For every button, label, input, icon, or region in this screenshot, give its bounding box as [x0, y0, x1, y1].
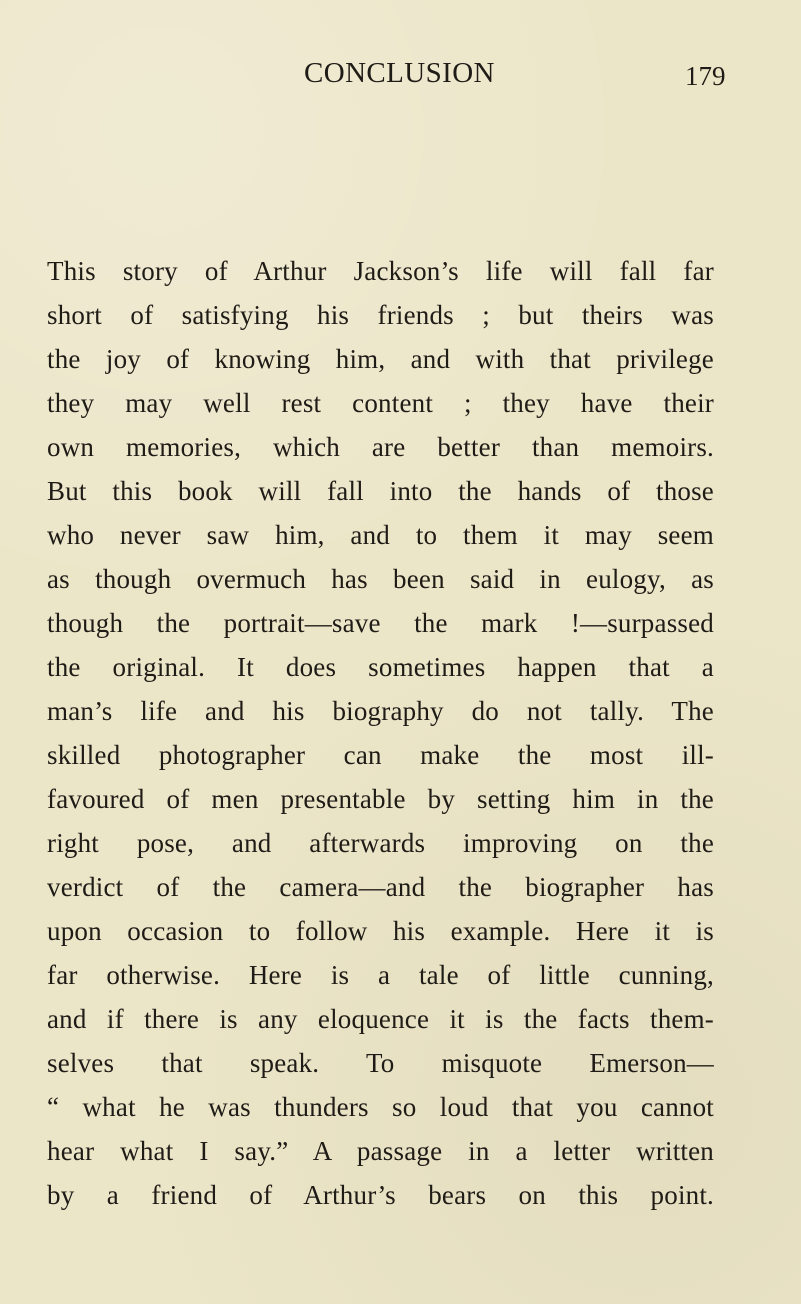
text-line: “ what he was thunders so loud that you cannot: [47, 1092, 714, 1122]
text-line: selves that speak. To misquote Emerson—: [47, 1048, 714, 1078]
text-line: skilled photographer can make the most ill-: [47, 740, 714, 770]
text-line: short of satisfying his friends ; but theirs was: [47, 300, 714, 330]
text-line: hear what I say.” A passage in a letter written: [47, 1136, 714, 1166]
page-number: 179: [685, 61, 726, 91]
running-title: CONCLUSION: [304, 57, 495, 89]
text-line: the joy of knowing him, and with that privilege: [47, 344, 714, 374]
text-line: and if there is any eloquence it is the facts them-: [47, 1004, 714, 1034]
text-line: upon occasion to follow his example. Here it is: [47, 916, 714, 946]
text-line: who never saw him, and to them it may seem: [47, 520, 714, 550]
text-line: But this book will fall into the hands of those: [47, 476, 714, 506]
text-line: This story of Arthur Jackson’s life will fall far: [47, 256, 714, 286]
text-line: verdict of the camera—and the biographer has: [47, 872, 714, 902]
text-line: favoured of men presentable by setting him in the: [47, 784, 714, 814]
text-line: they may well rest content ; they have their: [47, 388, 714, 418]
text-line: right pose, and afterwards improving on the: [47, 828, 714, 858]
body-text: [47, 252, 714, 1222]
text-line: by a friend of Arthur’s bears on this point.: [47, 1180, 714, 1210]
text-line: as though overmuch has been said in eulogy, as: [47, 564, 714, 594]
text-line: own memories, which are better than memoirs.: [47, 432, 714, 462]
running-head: [0, 56, 801, 96]
text-line: man’s life and his biography do not tally. The: [47, 696, 714, 726]
text-line: far otherwise. Here is a tale of little cunning,: [47, 960, 714, 990]
text-line: though the portrait—save the mark !—surpassed: [47, 608, 714, 638]
text-line: the original. It does sometimes happen that a: [47, 652, 714, 682]
